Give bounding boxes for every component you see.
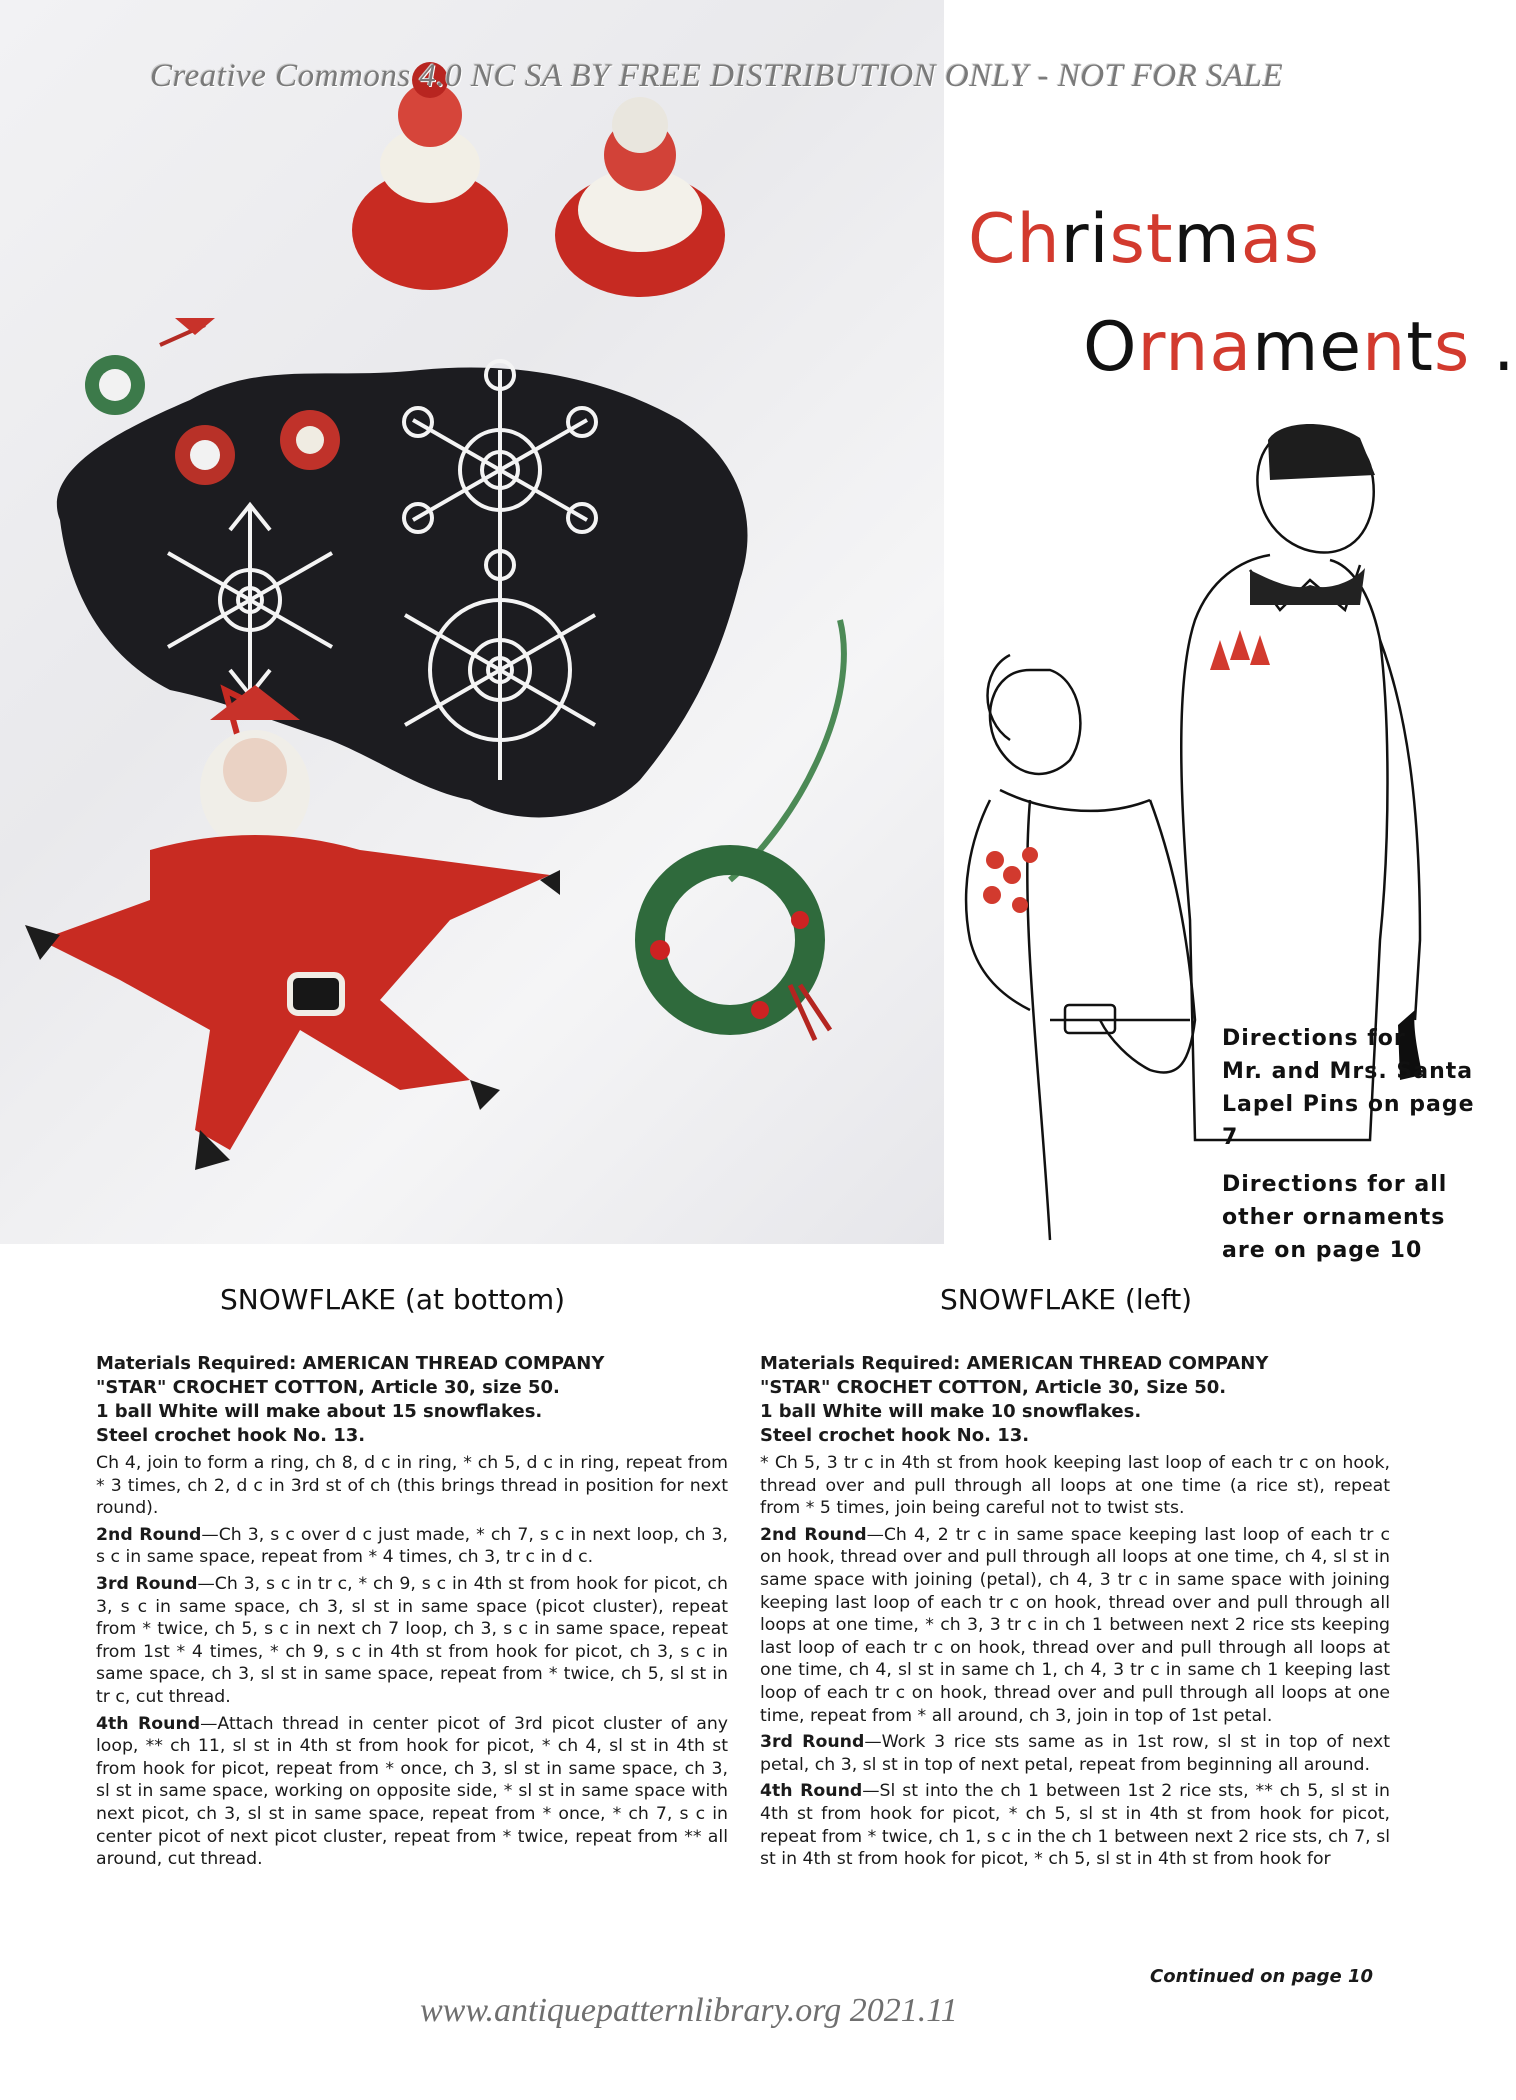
right-round-1 [760,1452,1390,1520]
title-ornaments-part: t [1406,308,1434,387]
left-round-2 [96,1524,728,1569]
right-round-text: —Sl st into the ch 1 between 1st 2 rice sts, ** ch 5, sl st in 4th st from hook for picot, * ch 5, sl st in 4th st from hook for picot, repeat from * twice, ch 1, s c in the ch 1 between next 2 rice sts, ch 7, sl st in 4th st from hook for picot, * ch 5, sl st in 4th st from hook for [760,1781,1390,1870]
directions-other-3: are on page 10 [1222,1238,1423,1263]
title-ornaments-part: O [1083,308,1138,387]
left-round-text: —Attach thread in center picot of 3rd picot cluster of any loop, ** ch 11, sl st in 4th st from hook for picot, * ch 4, sl st in 4th st from hook for picot, repeat from * once, ch 3, sl st in same space, ch 3, sl st in same space, working on opposite side, * sl st in same space with next picot, ch 3, sl st in same space, repeat from * once, * ch 7, s c in center picot of next picot cluster, repeat from * twice, repeat from ** all around, cut thread. [96,1713,729,1870]
right-instructions [760,1352,1390,1875]
directions-santa-1: Directions for [1222,1026,1406,1051]
right-materials-4: Steel crochet hook No. 13. [760,1425,1030,1446]
left-materials-2: "STAR" CROCHET COTTON, Article 30, size 50. [96,1377,560,1398]
right-round-3 [760,1731,1390,1776]
ornaments-photo [0,0,944,1244]
left-round-text: —Ch 3, s c in tr c, * ch 9, s c in 4th st from hook for picot, ch 3, s c in same space, ch 3, sl st in same space (picot cluster), repeat from * twice, ch 5, s c in next ch 7 loop, ch 3, s c in same space, repeat from 1st * 4 times, * ch 9, s c in 4th st from hook for picot, ch 3, s c in same space, ch 3, sl st in same space, repeat from * twice, ch 5, sl st in tr c, cut thread. [96,1573,729,1707]
left-heading: SNOWFLAKE (at bottom) [220,1283,566,1316]
left-round-label: 3rd Round [96,1573,198,1594]
continued-note: Continued on page 10 [1150,1966,1374,1987]
right-round-text: —Ch 4, 2 tr c in same space keeping last loop of each tr c on hook, thread over and pull through all loops at one time, ch 4, sl st in same space with joining (petal), ch 4, 3 tr c in same space with joining keeping last loop of each tr c on hook, thread over and pull through all loops at one time, * ch 3, 3 tr c in ch 1 between next 2 rice sts keeping last loop of each tr c on hook, thread over and pull through all loops at one time, ch 4, sl st in same ch 1, ch 4, 3 tr c in same ch 1 keeping last loop of each tr c on hook, thread over and pull through all loops at one time, repeat from * all around, ch 3, join in top of 1st petal. [760,1524,1390,1726]
title-christmas-part: m [1173,200,1241,279]
right-round-label: 3rd Round [760,1732,865,1753]
title-ornaments-part: n [1362,308,1407,387]
left-round-1 [96,1452,728,1520]
directions-other-1: Directions for all [1222,1172,1448,1197]
title-ornaments [1083,308,1516,387]
directions-other-2: other ornaments [1222,1205,1446,1230]
title-ornaments-part: s [1433,308,1471,387]
left-materials-3: 1 ball White will make about 15 snowflakes. [96,1401,543,1422]
right-round-2 [760,1524,1390,1727]
title-christmas-part: as [1240,200,1320,279]
right-materials-2: "STAR" CROCHET COTTON, Article 30, Size 50. [760,1377,1227,1398]
left-instructions [96,1352,728,1875]
right-round-label: 4th Round [760,1781,863,1802]
left-round-4 [96,1713,728,1871]
right-heading: SNOWFLAKE (left) [940,1283,1193,1316]
right-round-4 [760,1780,1390,1870]
title-ornaments-part: me [1252,308,1363,387]
right-round-label: 2nd Round [760,1524,867,1545]
left-materials-4: Steel crochet hook No. 13. [96,1425,366,1446]
left-materials-1: Materials Required: AMERICAN THREAD COMPANY [96,1353,605,1374]
title-christmas-part: ri [1060,200,1110,279]
right-round-text: —Work 3 rice sts same as in 1st row, sl st in top of next petal, ch 3, sl st in top of next petal, repeat from beginning all around. [760,1732,1391,1775]
title-ornaments-part: rna [1137,308,1253,387]
footer-url: www.antiquepatternlibrary.org 2021.11 [420,1992,958,2029]
left-round-text: —Ch 3, s c over d c just made, * ch 7, s c in next loop, ch 3, s c in same space, repeat from * 4 times, ch 3, tr c in d c. [96,1524,728,1568]
right-round-text: * Ch 5, 3 tr c in 4th st from hook keeping last loop of each tr c on hook, thread over and pull through all loops at one time (a rice st), repeat from * 5 times, join being careful not to twist sts. [760,1453,1390,1519]
title-christmas-part: Ch [968,200,1061,279]
title-ornaments-part: . [1470,308,1516,387]
left-round-text: Ch 4, join to form a ring, ch 8, d c in ring, * ch 5, d c in ring, repeat from * 3 times, ch 2, d c in 3rd st of ch (this brings thread in position for next round). [96,1453,728,1519]
directions-note [1222,1022,1482,1281]
left-round-3 [96,1573,728,1709]
directions-santa-2: Mr. and Mrs. Santa [1222,1059,1474,1084]
right-materials-3: 1 ball White will make 10 snowflakes. [760,1401,1142,1422]
license-watermark: Creative Commons 4.0 NC SA BY FREE DISTRIBUTION ONLY - NOT FOR SALE [150,58,1284,94]
left-round-label: 2nd Round [96,1524,202,1545]
left-round-label: 4th Round [96,1713,201,1734]
directions-santa-3: Lapel Pins on page 7 [1222,1092,1475,1150]
title-christmas-part: st [1109,200,1174,279]
right-materials-1: Materials Required: AMERICAN THREAD COMPANY [760,1353,1269,1374]
title-christmas [968,200,1320,279]
